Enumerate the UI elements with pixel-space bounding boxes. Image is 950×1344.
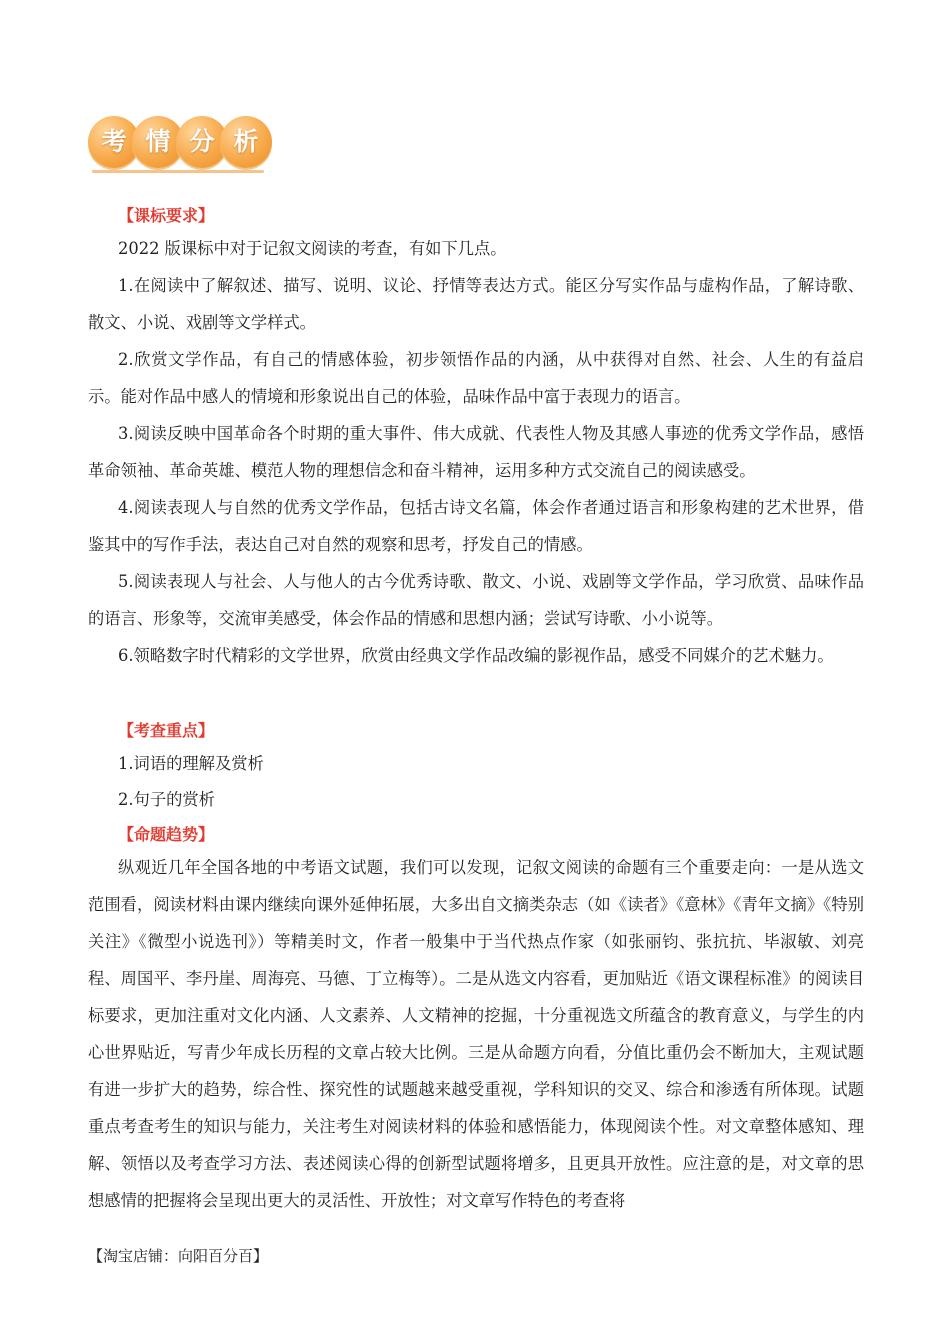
trend-paragraph: 纵观近几年全国各地的中考语文试题，我们可以发现，记叙文阅读的命题有三个重要走向：一是从选文范围看，阅读材料由课内继续向课外延伸拓展，大多出自文摘类杂志（如《读者》《意林》《青年文摘》《特别关注》《微型小说选刊》）等精美时文，作者一般集中于当代热点作家（如张丽钧、张抗抗、毕淑敏、刘亮程、周国平、李丹崖、周海亮、马德、丁立梅等）。二是从选文内容看，更加贴近《语文课程标准》的阅读目标要求，更加注重对文化内涵、人文素养、人文精神的挖掘，十分重视选文所蕴含的教育意义，与学生的内心世界贴近，写青少年成长历程的文章占较大比例。三是从命题方向看，分值比重仍会不断加大，主观试题有进一步扩大的趋势，综合性、探究性的试题越来越受重视，学科知识的交叉、综合和渗透有所体现。试题重点考查考生的知识与能力，关注考生对阅读材料的体验和感悟能力，体现阅读个性。对文章整体感知、理解、领悟以及考查学习方法、表述阅读心得的创新型试题将增多，且更具开放性。应注意的是，对文章的思想感情的把握将会呈现出更大的灵活性、开放性；对文章写作特色的考查将 — [88, 858, 864, 1210]
standards-item: 6.领略数字时代精彩的文学世界，欣赏由经典文学作品改编的影视作品，感受不同媒介的艺术魅力。 — [118, 646, 834, 665]
standards-item: 2.欣赏文学作品，有自己的情感体验，初步领悟作品的内涵，从中获得对自然、社会、人生的有益启示。能对作品中感人的情境和形象说出自己的体验，品味作品中富于表现力的语言。 — [88, 350, 864, 406]
standards-item: 3.阅读反映中国革命各个时期的重大事件、伟大成就、代表性人物及其感人事迹的优秀文学作品，感悟革命领袖、革命英雄、模范人物的理想信念和奋斗精神，运用多种方式交流自己的阅读感受。 — [88, 424, 864, 480]
badge-char: 情 — [132, 116, 184, 168]
focus-item: 1.词语的理解及赏析 — [118, 754, 264, 773]
standards-item: 4.阅读表现人与自然的优秀文学作品，包括古诗文名篇，体会作者通过语言和形象构建的艺术世界，借鉴其中的写作手法，表达自己对自然的观察和思考，抒发自己的情感。 — [88, 498, 864, 554]
badge-char: 分 — [176, 116, 228, 168]
focus-item: 2.句子的赏析 — [118, 790, 215, 809]
badge-underline — [92, 170, 264, 173]
shop-footer: 【淘宝店铺：向阳百分百】 — [88, 1247, 269, 1265]
standards-item: 1.在阅读中了解叙述、描写、说明、议论、抒情等表达方式。能区分写实作品与虚构作品，了解诗歌、散文、小说、戏剧等文学样式。 — [88, 276, 864, 332]
focus-heading: 【考查重点】 — [118, 721, 215, 740]
standards-item: 5.阅读表现人与社会、人与他人的古今优秀诗歌、散文、小说、戏剧等文学作品，学习欣赏、品味作品的语言、形象等，交流审美感受，体会作品的情感和思想内涵；尝试写诗歌、小小说等。 — [88, 572, 864, 628]
standards-intro: 2022 版课标中对于记叙文阅读的考查，有如下几点。 — [118, 239, 507, 258]
trend-heading: 【命题趋势】 — [118, 825, 215, 844]
badge-char: 析 — [220, 116, 272, 168]
standards-heading: 【课标要求】 — [118, 206, 215, 225]
section-badge — [88, 116, 272, 174]
badge-char: 考 — [88, 116, 140, 168]
